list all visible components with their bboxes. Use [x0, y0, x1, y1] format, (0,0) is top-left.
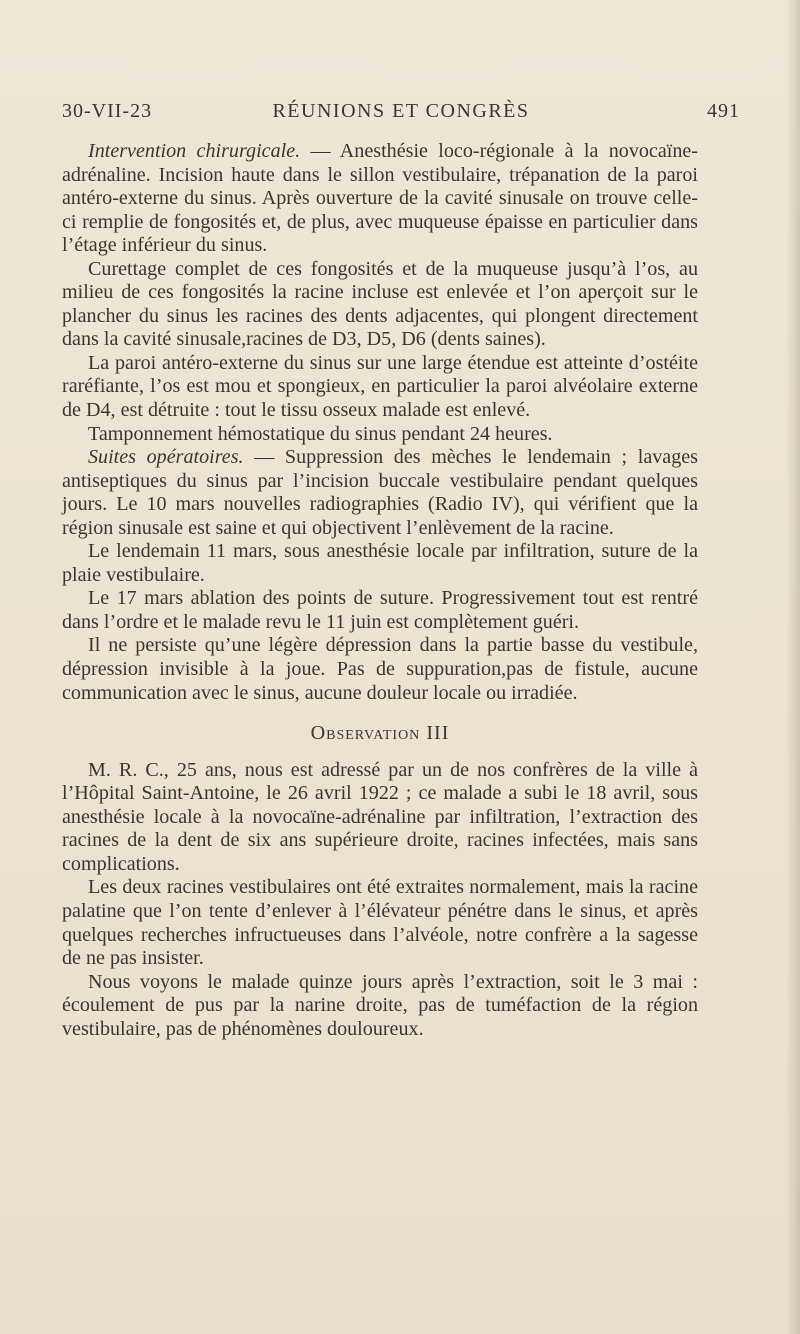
- body-text: [62, 140, 698, 1041]
- running-header: [62, 100, 740, 130]
- paragraph-intervention: [62, 140, 698, 258]
- paragraph-tamponnement: Tamponnement hémostatique du sinus pendant 24 heures.: [88, 422, 553, 445]
- header-section-title: RÉUNIONS ET CONGRÈS: [272, 100, 530, 122]
- paragraph-text: — Suppression des mèches le lendemain ; lavages antiseptiques du sinus par l’incision buccale vestibulaire pendant quelques jours. Le 10 mars nouvelles radiographies (Radio IV), qui vérifient que la région sinusale est saine et qui objectivent l’enlèvement de la racine.: [62, 446, 698, 539]
- header-date: 30-VII-23: [62, 100, 153, 122]
- paragraph-examen: Nous voyons le malade quinze jours après l’extraction, soit le 3 mai : écoulement de pus par la narine droite, pas de tuméfaction de la région vestibulaire, pas de phénomènes douloureux.: [62, 970, 698, 1040]
- paragraph-lead-italic: Intervention chirurgicale.: [88, 140, 301, 162]
- paragraph-text: — Anesthésie loco-régionale à la novocaïne-adrénaline. Incision haute dans le sillon vestibulaire, trépanation de la paroi antéro-externe du sinus. Après ouverture de la cavité sinusale on trouve celle-ci remplie de fongosités et, de plus, avec muqueuse épaisse en particulier dans l’étage inférieur du sinus.: [62, 140, 698, 257]
- paragraph-patient: M. R. C., 25 ans, nous est adressé par un de nos confrères de la ville à l’Hôpital Saint-Antoine, le 26 avril 1922 ; ce malade a subi le 18 avril, sous anesthésie locale à la novocaïne-adrénaline par infiltration, l’extraction des racines de la dent de six ans supérieure droite, racines infectées, mais sans complications.: [62, 758, 698, 875]
- paragraph-suites: [62, 446, 698, 540]
- paragraph-paroi: La paroi antéro-externe du sinus sur une large étendue est atteinte d’ostéite raréfiante, l’os est mou et spongieux, en particulier la paroi alvéolaire externe de D4, est détruite : tout le tissu osseux malade est enlevé.: [62, 351, 698, 422]
- paragraph-lead-italic: Suites opératoires.: [88, 446, 244, 469]
- paragraph-lendemain: Le lendemain 11 mars, sous anesthésie locale par infiltration, suture de la plaie vestibulaire.: [62, 540, 698, 586]
- page-edge-shadow: [786, 0, 800, 1334]
- observation-title: Observation III: [310, 722, 450, 745]
- paragraph-racines: Les deux racines vestibulaires ont été extraites normalement, mais la racine palatine que l’on tente d’enlever à l’élévateur pénétre dans le sinus, et après quelques recherches infructueuses dans l’alvéole, notre confrère a la sagesse de ne pas insister.: [62, 876, 698, 970]
- paragraph-curettage: Curettage complet de ces fongosités et de la muqueuse jusqu’à l’os, au milieu de ces fongosités la racine incluse est enlevée et l’on aperçoit sur le plancher du sinus les racines des dents adjacentes, qui plongent directement dans la cavité sinusale,racines de D3, D5, D6 (dents saines).: [62, 257, 698, 351]
- paragraph-persiste: Il ne persiste qu’une légère dépression dans la partie basse du vestibule, dépression invisible à la joue. Pas de suppuration,pas de fistule, aucune communication avec le sinus, aucune douleur locale ou irradiée.: [62, 634, 698, 704]
- paragraph-ablation: Le 17 mars ablation des points de suture. Progressivement tout est rentré dans l’ordre et le malade revu le 11 juin est complètement guéri.: [62, 587, 698, 633]
- header-page-number: 491: [707, 100, 740, 122]
